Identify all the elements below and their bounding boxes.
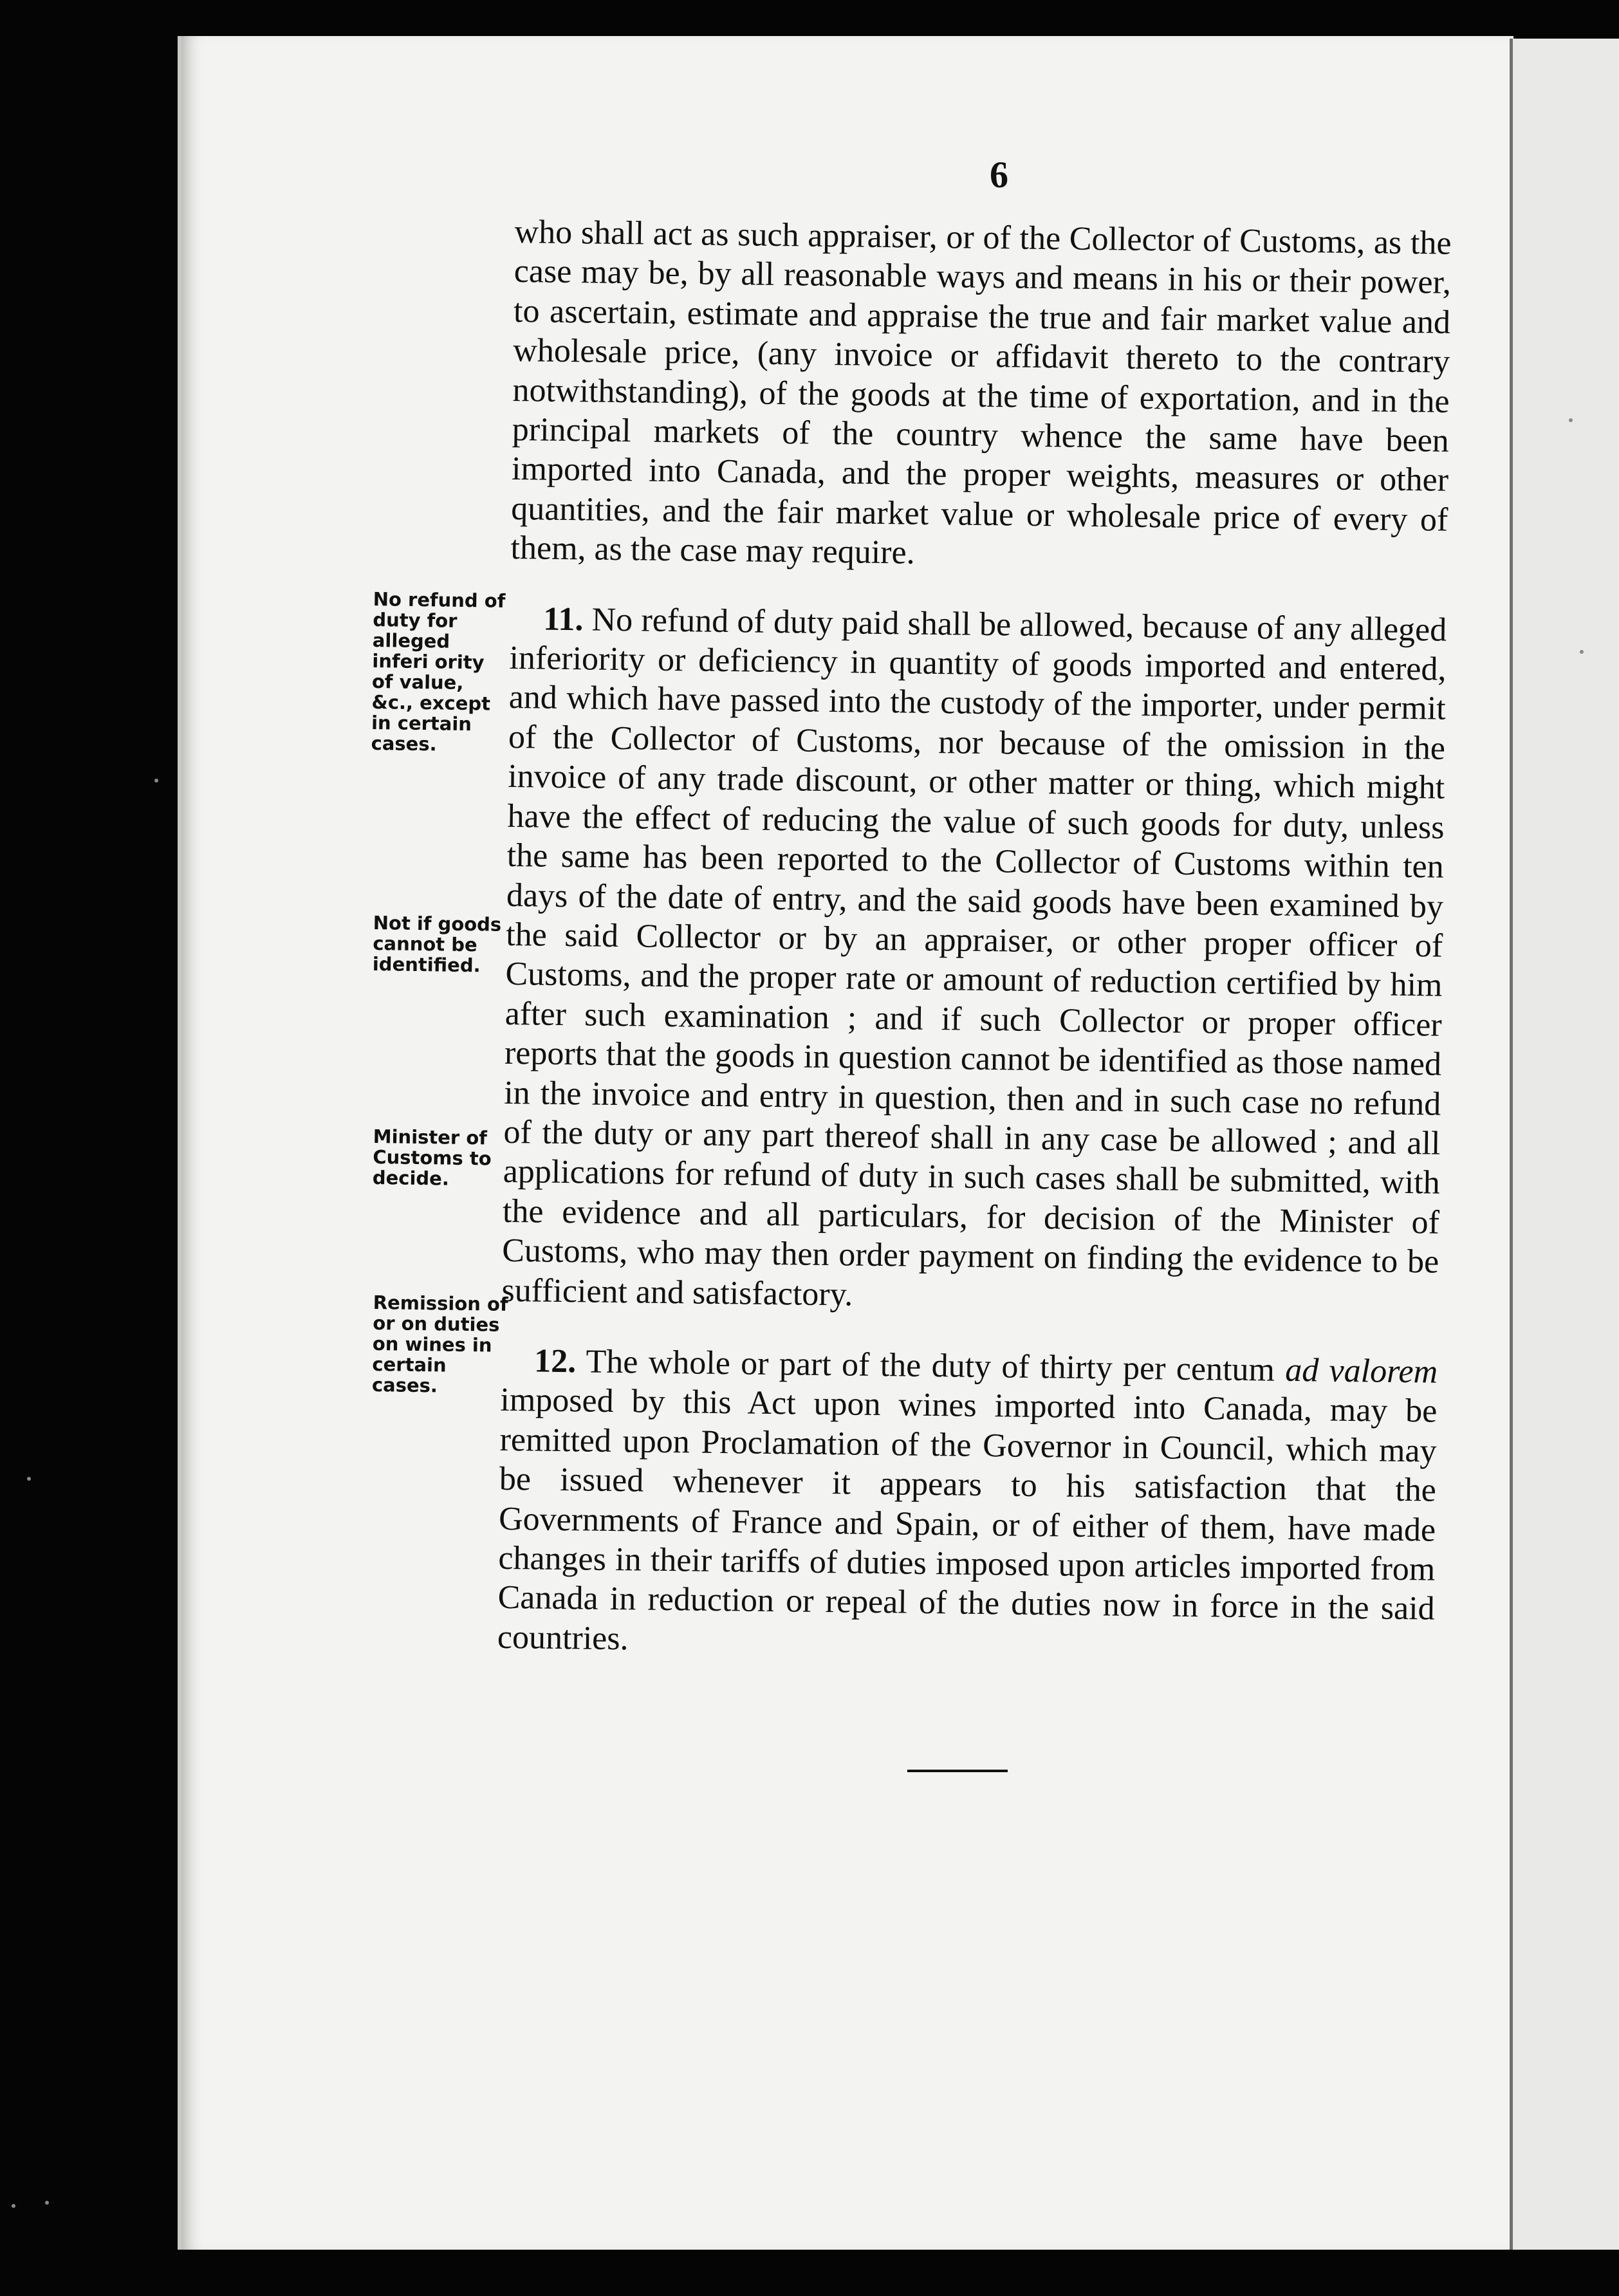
section-11-number: 11.	[542, 600, 584, 638]
section-12-text-before: The whole or part of the duty of thirty per centum	[586, 1343, 1275, 1389]
page-number: 6	[990, 154, 1008, 196]
section-12-text-after: imposed by this Act upon wines imported into Canada, may be remitted upon Proclamation of the Governor in Council, which may be issued whenever it appears to his satisfaction that the Governments of France and Spain, or of either of them, have made changes in their tariffs of duties imposed upon articles imported from Canada in reduction or repeal of the duties now in force in the said countries.	[497, 1382, 1438, 1658]
margin-note-identified: Not if goods cannot be identified.	[372, 912, 502, 977]
margin-note-minister: Minister of Customs to decide.	[372, 1125, 492, 1190]
margin-note-wines: Remission of or on duties on wines in certain cases.	[371, 1292, 508, 1397]
margin-note-refund: No refund of duty for alleged inferi ority of value, &c., except in certain cases.	[371, 588, 506, 755]
body-text	[497, 212, 1452, 1669]
continuation-paragraph: who shall act as such appraiser, or of the Collector of Customs, as the case may be, by all reasonable ways and means in his or their power, to ascertain, estimate and appraise the true and fair market value and wholesale price, (any invoice or affidavit thereto to the contrary notwithstanding), of the goods at the time of exportation, and in the principal markets of the country whence the same have been imported into Canada, and the proper weights, measures or other quantities, and the fair market value or wholesale price of every of them, as the case may require.	[510, 213, 1452, 571]
section-12-number: 12.	[533, 1342, 577, 1380]
section-12-paragraph	[497, 1341, 1438, 1669]
section-11-text: No refund of duty paid shall be allowed, because of any alleged inferiority or deficiency in quantity of goods imported and entered, and which have passed into the custody of the importer, under permit of the Collector of Customs, nor because of the omission in the invoice of any trade discount, or other matter or thing, which might have the effect of reducing the value of such goods for duty, unless the same has been reported to the Collector of Customs within ten days of the date of entry, and the said goods have been examined by the said Collector or by an appraiser, or other proper officer of Customs, and the proper rate or amount of reduction certified by him after such examination ; and if such Collector or proper officer reports that the goods in question cannot be identified as those named in the invoice and entry in question, then and in such case no refund of the duty or any part thereof shall in any case be allowed ; and all applications for refund of duty in such cases shall be submitted, with the evidence and all particulars, for decision of the Minister of Customs, who may then order payment on finding the evidence to be sufficient and satisfactory.	[501, 601, 1447, 1313]
next-page-edge	[1510, 39, 1619, 2250]
section-11-paragraph	[501, 599, 1447, 1322]
end-rule	[907, 1770, 1008, 1772]
section-12-italic: ad valorem	[1284, 1351, 1438, 1391]
